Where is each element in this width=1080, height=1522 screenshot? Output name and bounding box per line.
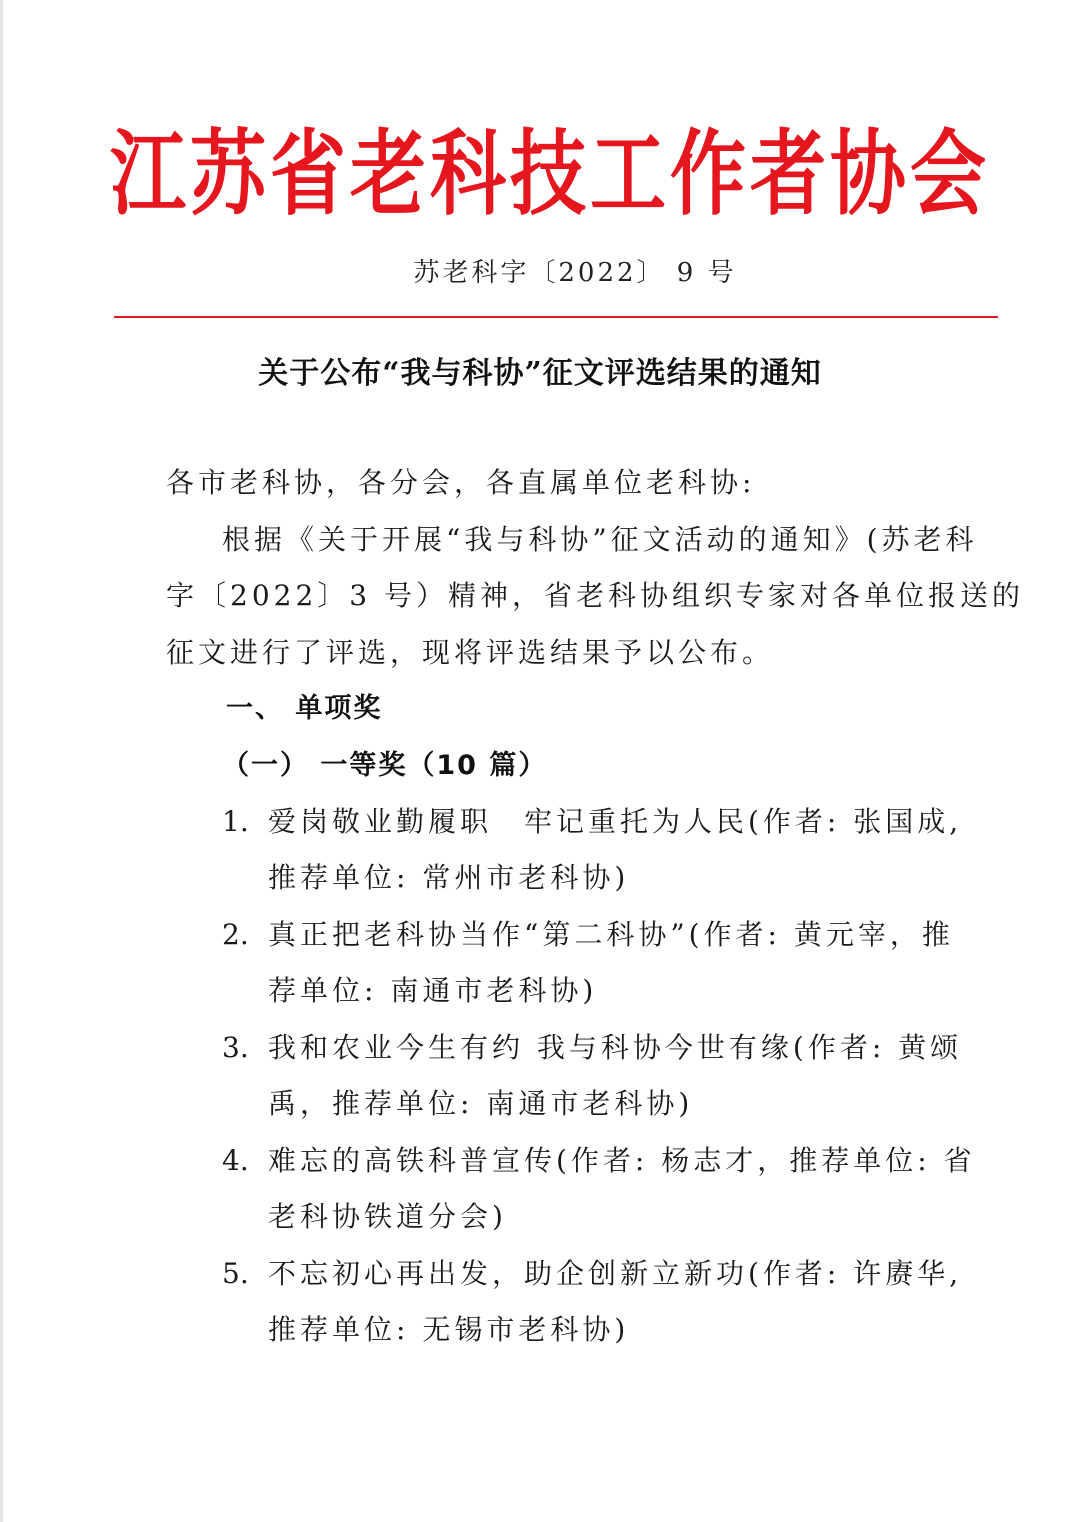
paragraph-line-3: 征文进行了评选，现将评选结果予以公布。 xyxy=(166,636,775,669)
list-item-line: 难忘的高铁科普宣传(作者: 杨志才，推荐单位: 省 xyxy=(268,1144,976,1177)
list-item-line: 不忘初心再出发，助企创新立新功(作者: 许赓华, xyxy=(268,1257,963,1290)
red-divider xyxy=(114,316,998,318)
list-item-line: 我和农业今生有约 我与科协今世有缘(作者: 黄颂 xyxy=(268,1031,963,1064)
list-item-number: 5. xyxy=(222,1257,249,1290)
list-item-number: 4. xyxy=(222,1144,249,1177)
document-number: 苏老科字〔2022〕 9 号 xyxy=(413,258,737,288)
section-heading: 一、 单项奖 xyxy=(226,693,383,724)
list-item-number: 1. xyxy=(222,805,249,838)
list-item-line: 禹，推荐单位: 南通市老科协) xyxy=(268,1087,694,1120)
list-item-number: 3. xyxy=(222,1031,249,1064)
masthead-organization: 江苏省老科技工作者协会 xyxy=(110,119,990,229)
salutation: 各市老科协，各分会，各直属单位老科协: xyxy=(166,466,756,499)
notice-title: 关于公布“我与科协”征文评选结果的通知 xyxy=(258,356,822,391)
list-item-number: 2. xyxy=(222,918,249,951)
list-item-line: 荐单位: 南通市老科协) xyxy=(268,974,598,1007)
list-item-line: 推荐单位: 无锡市老科协) xyxy=(268,1313,630,1346)
page-edge xyxy=(0,0,3,1522)
subsection-heading: （一） 一等奖（10 篇） xyxy=(222,750,548,781)
list-item-line: 爱岗敬业勤履职 牢记重托为人民(作者: 张国成, xyxy=(268,805,963,838)
list-item-line: 老科协铁道分会) xyxy=(268,1200,507,1233)
list-item-line: 推荐单位: 常州市老科协) xyxy=(268,861,630,894)
paragraph-line-2: 字〔2022〕3 号）精神，省老科协组织专家对各单位报送的 xyxy=(166,579,1024,612)
list-item-line: 真正把老科协当作“第二科协”(作者: 黄元宰，推 xyxy=(268,918,954,951)
paragraph-line-1: 根据《关于开展“我与科协”征文活动的通知》(苏老科 xyxy=(222,523,978,556)
